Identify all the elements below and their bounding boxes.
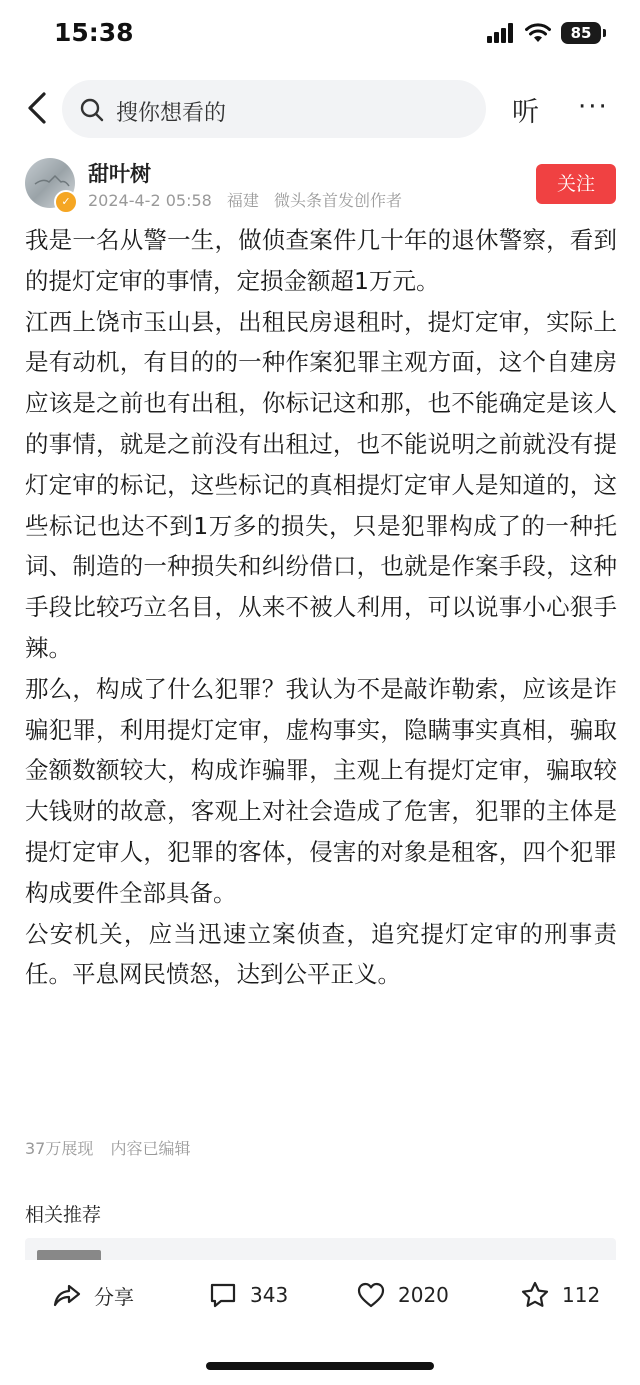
listen-button[interactable]: 听	[512, 97, 539, 128]
back-arrow-icon[interactable]	[22, 90, 52, 126]
post-date: 2024-4-2 05:58	[88, 191, 212, 210]
status-time: 15:38	[54, 18, 134, 47]
action-bar	[0, 1260, 640, 1330]
search-placeholder: 搜你想看的	[116, 101, 227, 126]
post-location: 福建	[226, 191, 259, 210]
heart-icon	[356, 1280, 386, 1310]
author-role: 微头条首发创作者	[274, 191, 403, 210]
edited-note: 内容已编辑	[110, 1139, 191, 1158]
share-label: 分享	[94, 1284, 134, 1309]
favorite-button[interactable]	[520, 1280, 600, 1310]
nav-bar	[0, 76, 640, 142]
comment-button[interactable]	[208, 1280, 288, 1310]
like-count: 2020	[398, 1283, 449, 1307]
related-article-card[interactable]	[25, 1238, 616, 1260]
comment-icon	[208, 1280, 238, 1310]
author-meta	[88, 188, 412, 211]
related-thumbnail	[37, 1250, 101, 1260]
author-row	[0, 154, 640, 214]
search-input[interactable]	[62, 80, 486, 138]
more-options-icon[interactable]: ···	[578, 92, 609, 122]
verified-badge-icon: ✓	[54, 190, 78, 214]
comment-count: 343	[250, 1283, 289, 1307]
article-stats	[25, 1136, 202, 1159]
wifi-icon	[525, 23, 551, 43]
related-section-title: 相关推荐	[25, 1204, 102, 1226]
status-bar	[0, 0, 640, 70]
battery-icon	[561, 22, 606, 44]
like-button[interactable]	[356, 1280, 449, 1310]
favorite-count: 112	[562, 1283, 601, 1307]
cellular-signal-icon	[487, 23, 515, 43]
article-body	[25, 220, 617, 995]
article-paragraph: 公安机关，应当迅速立案侦查，追究提灯定审的刑事责任。平息网民愤怒，达到公平正义。	[25, 919, 617, 989]
battery-level: 85	[561, 22, 601, 44]
share-button[interactable]	[52, 1280, 134, 1310]
author-name[interactable]: 甜叶树	[88, 162, 151, 186]
article-paragraph: 江西上饶市玉山县，出租民房退租时，提灯定审，实际上是有动机，有目的的一种作案犯罪主观方面，这个自建房应该是之前也有出租，你标记这和那，也不能确定是该人的事情，就是之前没有出租过，也不能说明之前就没有提灯定审的标记，这些标记的真相提灯定审人是知道的，这些标记也达不到1万多的损失，只是犯罪构成了的一种托词、制造的一种损失和纠纷借口，也就是作案手段，这种手段比较巧立名目，从来不被人利用，可以说事小心狠手辣。	[25, 307, 617, 662]
article-paragraph: 那么，构成了什么犯罪？我认为不是敲诈勒索，应该是诈骗犯罪，利用提灯定审，虚构事实，隐瞒事实真相，骗取金额数额较大，构成诈骗罪，主观上有提灯定审，骗取较大钱财的故意，客观上对社会造成了危害，犯罪的主体是提灯定审人，犯罪的客体，侵害的对象是租客，四个犯罪构成要件全部具备。	[25, 674, 617, 907]
view-count: 37万展现	[25, 1139, 94, 1158]
star-icon	[520, 1280, 550, 1310]
share-icon	[52, 1280, 82, 1310]
home-indicator[interactable]	[206, 1362, 434, 1370]
article-paragraph: 我是一名从警一生，做侦查案件几十年的退休警察，看到的提灯定审的事情，定损金额超1万元。	[25, 226, 617, 295]
follow-button[interactable]: 关注	[536, 164, 616, 204]
status-icons	[487, 22, 606, 44]
search-icon	[80, 98, 104, 122]
